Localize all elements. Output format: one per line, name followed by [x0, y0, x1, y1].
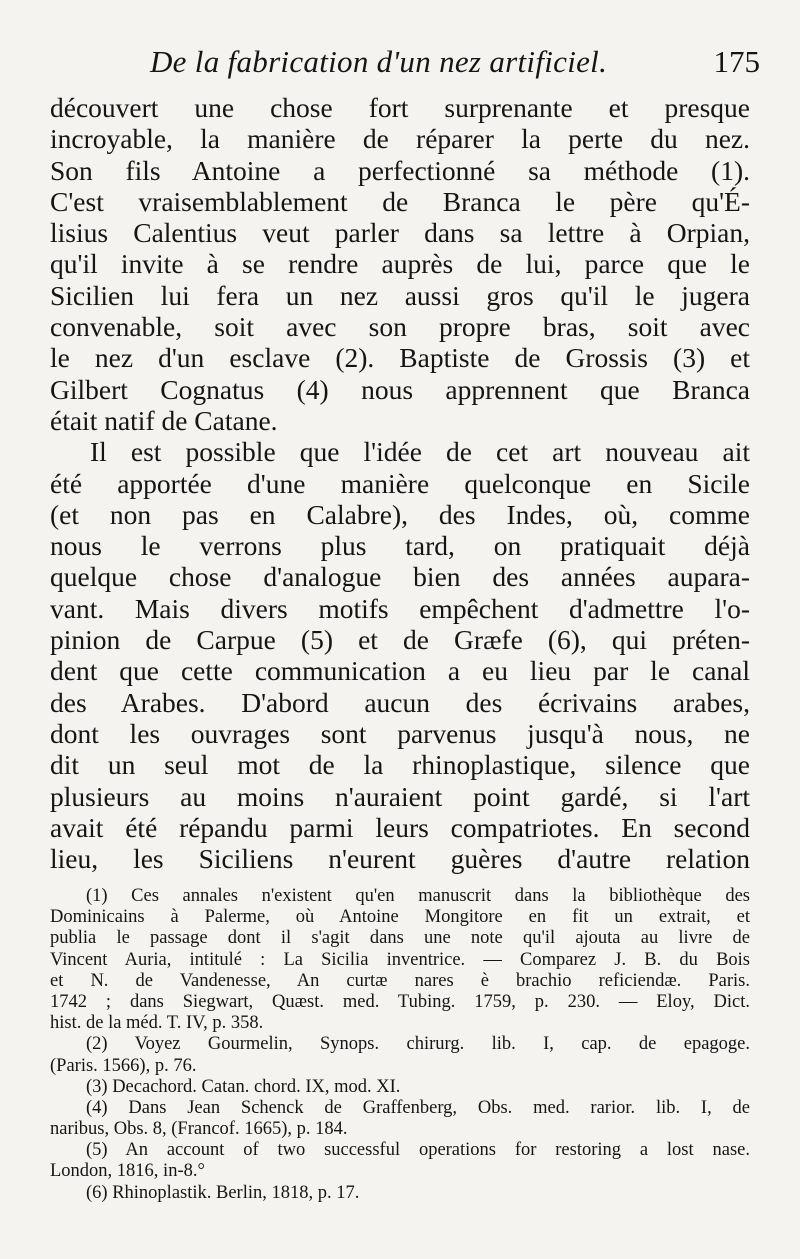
running-title: De la fabrication d'un nez artificiel. — [150, 44, 608, 79]
text-line: Son fils Antoine a perfectionné sa méthode (1). — [50, 154, 750, 186]
text-line: des Arabes. D'abord aucun des écrivains arabes, — [50, 686, 750, 718]
text-line: lisius Calentius veut parler dans sa lettre à Orpian, — [50, 217, 750, 249]
text-line: le nez d'un esclave (2). Baptiste de Grossis (3) et — [50, 342, 750, 374]
text-line: lieu, les Siciliens n'eurent guères d'autre relation — [50, 843, 750, 875]
footnote-line: (6) Rhinoplastik. Berlin, 1818, p. 17. — [86, 1182, 360, 1203]
footnote-line: (Paris. 1566), p. 76. — [50, 1055, 197, 1076]
text-line: qu'il invite à se rendre auprès de lui, parce que le — [50, 248, 750, 280]
text-line: Gilbert Cognatus (4) nous apprennent que Branca — [50, 373, 750, 405]
text-line: quelque chose d'analogue bien des années aupara- — [50, 561, 750, 593]
text-line: dit un seul mot de la rhinoplastique, silence que — [50, 749, 750, 781]
text-line: était natif de Catane. — [50, 404, 278, 436]
footnote-line: 1742 ; dans Siegwart, Quæst. med. Tubing. 1759, p. 230. — Eloy, Dict. — [50, 991, 750, 1012]
footnote-line: et N. de Vandenesse, An curtæ nares è brachio reficiendæ. Paris. — [50, 970, 750, 991]
footnote-line: (4) Dans Jean Schenck de Graffenberg, Obs. med. rarior. lib. I, de — [86, 1097, 750, 1118]
page-number: 175 — [713, 44, 760, 79]
footnote-line: (3) Decachord. Catan. chord. IX, mod. XI. — [86, 1076, 401, 1097]
text-line: incroyable, la manière de réparer la perte du nez. — [50, 123, 750, 155]
footnote-line: Vincent Auria, intitulé : La Sicilia inventrice. — Comparez J. B. du Bois — [50, 949, 750, 970]
footnote-line: (5) An account of two successful operations for restoring a lost nase. — [86, 1140, 750, 1161]
text-line: dont les ouvrages sont parvenus jusqu'à nous, ne — [50, 717, 750, 749]
footnote-line: naribus, Obs. 8, (Francof. 1665), p. 184. — [50, 1119, 348, 1140]
text-line: convenable, soit avec son propre bras, soit avec — [50, 311, 750, 343]
text-line: (et non pas en Calabre), des Indes, où, comme — [50, 498, 750, 530]
footnote-line: Dominicains à Palerme, où Antoine Mongitore en fit un extrait, et — [50, 907, 750, 928]
text-line: nous le verrons plus tard, on pratiquait déjà — [50, 530, 750, 562]
footnote-line: hist. de la méd. T. IV, p. 358. — [50, 1013, 264, 1034]
text-line: dent que cette communication a eu lieu par le canal — [50, 655, 750, 687]
text-line: C'est vraisemblablement de Branca le père qu'É- — [50, 185, 750, 217]
text-line: pinion de Carpue (5) et de Græfe (6), qui préten- — [50, 624, 750, 656]
footnote-line: London, 1816, in-8.° — [50, 1161, 205, 1182]
text-line: Sicilien lui fera un nez aussi gros qu'il le jugera — [50, 279, 750, 311]
text-line: avait été répandu parmi leurs compatriotes. En second — [50, 811, 750, 843]
text-line: plusieurs au moins n'auraient point gardé, si l'art — [50, 780, 750, 812]
text-line: été apportée d'une manière quelconque en Sicile — [50, 467, 750, 499]
footnote-line: (1) Ces annales n'existent qu'en manuscrit dans la bibliothèque des — [86, 886, 750, 906]
text-line: découvert une chose fort surprenante et presque — [50, 92, 750, 123]
footnotes — [50, 886, 750, 1204]
main-text — [50, 92, 750, 874]
footnote-line: publia le passage dont il s'agit dans une note qu'il ajouta au livre de — [50, 928, 750, 949]
page-header — [150, 44, 760, 94]
text-line: vant. Mais divers motifs empêchent d'admettre l'o- — [50, 592, 750, 624]
footnote-line: (2) Voyez Gourmelin, Synops. chirurg. lib. I, cap. de epagoge. — [86, 1034, 750, 1055]
text-line: Il est possible que l'idée de cet art nouveau ait — [90, 436, 750, 468]
